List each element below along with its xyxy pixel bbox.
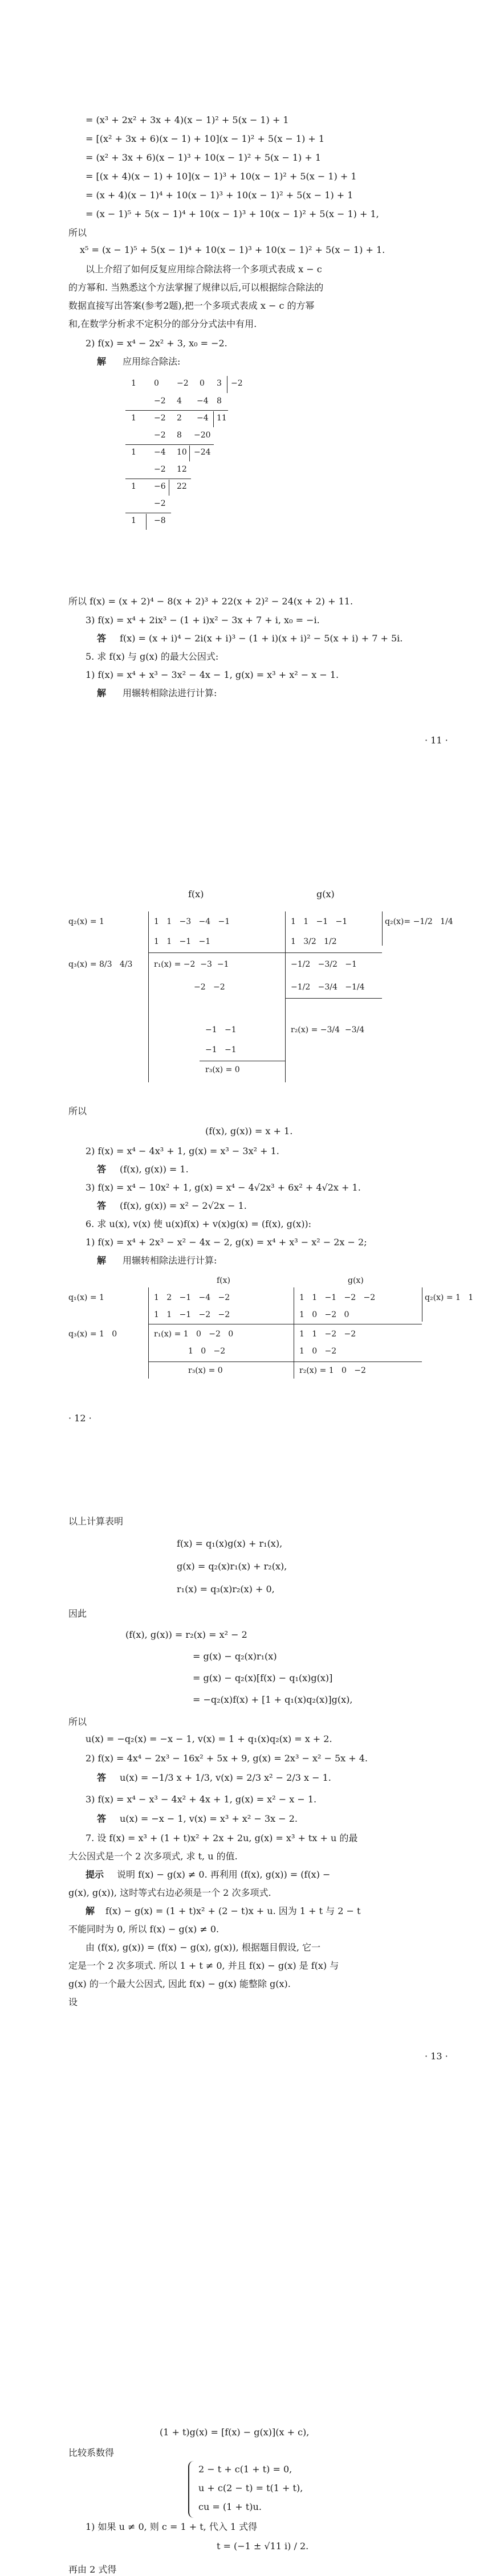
suoyi-3: 所以 [68,1716,87,1727]
s-r0-c1: 0 [154,379,159,388]
s-r7-c1: −2 [154,499,166,508]
s-r6-c0: 1 [131,482,136,491]
s-r2-c1: −2 [154,414,166,423]
s-r0-c0: 1 [131,379,136,388]
suoyi-label-2: 所以 [68,1106,87,1117]
page-11 [0,0,500,809]
para-7-2: 定是一个 2 次多项式. 所以 1 + t ≠ 0, 并且 f(x) − g(x) 是 f(x) 与 [68,1960,339,1971]
s-divisor: −2 [231,379,243,388]
intro: 以上计算表明 [68,1516,124,1527]
da-label-2: 答 [97,1164,107,1175]
uv-1: u(x) = −q₂(x) = −x − 1, v(x) = 1 + q₁(x)q₂(x) = x + 2. [86,1733,332,1744]
item-7: 7. 设 f(x) = x³ + (1 + t)x² + 2x + 2u, g(x) = x³ + tx + u 的最 [86,1833,358,1843]
page-number-3: · 13 · [425,2051,448,2062]
s-r3-c1: −2 [154,431,166,440]
eq-1: f(x) = q₁(x)g(x) + r₁(x), [177,1538,283,1549]
page-number: · 11 · [425,735,448,746]
tishi-2: g(x), g(x)), 这时等式右边必须是一个 2 次多项式. [68,1887,271,1898]
s-r8-c1: −8 [154,516,166,525]
t-value: t = (−1 ± √11 i) / 2. [217,2541,309,2552]
q3-label: q₃(x) = 8/3 4/3 [68,960,133,969]
ans-2-uv: u(x) = −1/3 x + 1/3, v(x) = 2/3 x² − 2/3 x − 1. [120,1772,331,1783]
page-12 [0,809,500,1436]
euclid-table-1: q₂(x) = 1 1 1 −3 −4 −1 1 1 −1 −1 q₂(x)= −1/2 1/4 1 1 −1 −1 1 3/2 1/2 q₃(x) = 8/3 4/3 r₁(x) = −2 −3 −1 −1/2 −3/2 −1 −2 −2 −1/2 −3/4 −1/4 −1 −1 r₂(x) = −3/4 −3/4 −1 −1 r₃(x) = 0 [68,911,439,1094]
s-r4-c1: −4 [154,448,166,457]
q2-label: q₂(x) = 1 [68,917,104,926]
chain-2: = g(x) − q₂(x)r₁(x) [193,1651,277,1662]
r1-label: r₁(x) = −2 −3 −1 [154,960,229,969]
s-r4-c2: 10 [177,448,187,457]
eq-3: r₁(x) = q₃(x)r₂(x) + 0, [177,1584,275,1594]
ans-2-gcd: (f(x), g(x)) = 1. [120,1164,189,1175]
item-5-1: 1) f(x) = x⁴ + x³ − 3x² − 4x − 1, g(x) = x³ + x² − x − 1. [86,669,339,680]
item-2-uv: 2) f(x) = 4x⁴ − 2x³ − 16x² + 5x + 9, g(x) = 2x³ − x² − 5x + 4. [86,1753,368,1764]
paragraph-line-2: 的方幂和. 当熟悉这个方法掌握了规律以后,可以根据综合除法的 [68,282,324,293]
expansion-line-3: = (x² + 3x + 6)(x − 1)³ + 10(x − 1)² + 5(x − 1) + 1 [86,152,322,163]
paragraph-line-1: 以上介绍了如何反复应用综合除法将一个多项式表成 x − c [86,264,322,275]
s-r1-c3: −4 [197,396,209,406]
jie-7-1: f(x) − g(x) = (1 + t)x² + (2 − t)x + u. 因为 1 + t 与 2 − t [105,1906,361,1916]
s-r5-c1: −2 [154,465,166,474]
fx-header: f(x) [188,889,204,899]
item-2-gcd: 2) f(x) = x⁴ − 4x³ + 1, g(x) = x³ − 3x² + 1. [86,1146,279,1156]
item-2-statement: 2) f(x) = x⁴ − 2x² + 3, x₀ = −2. [86,338,227,349]
r2-label: r₂(x) = −3/4 −3/4 [291,1025,365,1035]
s-r6-c1: −6 [154,482,166,491]
ans-3-uv: u(x) = −x − 1, v(x) = x³ + x² − 3x − 2. [120,1813,298,1824]
she: 设 [68,1997,78,2007]
expansion-line-2: = [(x² + 3x + 6)(x − 1) + 10](x − 1)² + 5(x − 1) + 1 [86,133,325,144]
sys-1: 2 − t + c(1 + t) = 0, [198,2464,292,2475]
s-r3-c2: 8 [177,431,182,440]
s-r3-c3: −20 [194,431,211,440]
s-r2-c3: −4 [197,414,209,423]
item-6-1: 1) f(x) = x⁴ + 2x³ − x² − 4x − 2, g(x) = x⁴ + x³ − x² − 2x − 2; [86,1237,367,1248]
s-r4-c0: 1 [131,448,136,457]
chain-3: = g(x) − q₂(x)[f(x) − q₁(x)g(x)] [193,1673,333,1683]
suoyi-label: 所以 [68,227,87,238]
item-6: 6. 求 u(x), v(x) 使 u(x)f(x) + v(x)g(x) = (f(x), g(x)): [86,1219,312,1229]
sys-3: cu = (1 + t)u. [198,2501,262,2512]
page-number-2: · 12 · [68,1413,92,1424]
r3-label: r₃(x) = 0 [205,1065,240,1074]
zai: 再由 2 式得 [68,2564,117,2575]
paragraph-line-4: 和,在数学分析求不定积分的部分分式法中有用. [68,318,257,329]
para-7-3: g(x) 的一个最大公因式, 因此 f(x) − g(x) 能整除 g(x). [68,1978,291,1989]
gcd-1: (f(x), g(x)) = x + 1. [205,1126,293,1136]
tishi-1: 说明 f(x) − g(x) ≠ 0. 再利用 (f(x), g(x)) = (f(x) − [117,1869,331,1880]
s-r4-c3: −24 [194,448,211,457]
brace [188,2461,197,2518]
synthetic-division [114,376,308,575]
ans-3-gcd: (f(x), g(x)) = x² − 2√2x − 1. [120,1200,247,1211]
eq-2: g(x) = q₂(x)r₁(x) + r₂(x), [177,1561,287,1572]
chain-1: (f(x), g(x)) = r₂(x) = x² − 2 [125,1629,247,1640]
item-3-statement: 3) f(x) = x⁴ + 2ix³ − (1 + i)x² − 3x + 7 + i, x₀ = −i. [86,615,320,625]
result-x5: x⁵ = (x − 1)⁵ + 5(x − 1)⁴ + 10(x − 1)³ + 10(x − 1)² + 5(x − 1) + 1. [80,244,385,255]
s-r0-c4: 3 [217,379,222,388]
yinci: 因此 [68,1608,87,1619]
da-label-3: 答 [97,1200,107,1211]
s-r1-c1: −2 [154,396,166,406]
tishi-label: 提示 [86,1869,104,1880]
s-r6-c2: 22 [177,482,187,491]
result-2: 所以 f(x) = (x + 2)⁴ − 8(x + 2)³ + 22(x + 2)² − 24(x + 2) + 11. [68,596,353,607]
s-r1-c2: 4 [177,396,182,406]
da-label-uv2: 答 [97,1772,107,1783]
jie-label-5: 解 [97,688,107,698]
jie-label-7: 解 [86,1906,95,1916]
item-7b: 大公因式是一个 2 次多项式, 求 t, u 的值. [68,1851,238,1862]
eq-division: (1 + t)g(x) = [f(x) − g(x)](x + c), [160,2427,310,2438]
s-r0-c3: 0 [200,379,205,388]
para-7-1: 由 (f(x), g(x)) = (f(x) − g(x), g(x)), 根据题目假设, 它一 [86,1942,321,1953]
s-r2-c0: 1 [131,414,136,423]
jie-label-6: 解 [97,1255,107,1266]
item-3-uv: 3) f(x) = x⁴ − x³ − 4x² + 4x + 1, g(x) = x² − x − 1. [86,1794,317,1805]
gx-header: g(x) [316,889,335,899]
expansion-line-6: = (x − 1)⁵ + 5(x − 1)⁴ + 10(x − 1)³ + 10(x − 1)² + 5(x − 1) + 1, [86,208,379,219]
s-r1-c4: 8 [217,396,222,406]
bijiao: 比较系数得 [68,2447,115,2458]
expansion-line-4: = [(x + 4)(x − 1) + 10](x − 1)³ + 10(x − 1)² + 5(x − 1) + 1 [86,171,357,182]
item-5: 5. 求 f(x) 与 g(x) 的最大公因式: [86,651,219,662]
case-1: 1) 如果 u ≠ 0, 则 c = 1 + t, 代入 1 式得 [86,2521,258,2532]
s-r8-c0: 1 [131,516,136,525]
da-label-uv3: 答 [97,1813,107,1824]
expansion-line-1: = (x³ + 2x² + 3x + 4)(x − 1)² + 5(x − 1) + 1 [86,115,289,125]
jie-7-2: 不能同时为 0, 所以 f(x) − g(x) ≠ 0. [68,1924,219,1935]
s-r0-c2: −2 [177,379,189,388]
expansion-line-5: = (x + 4)(x − 1)⁴ + 10(x − 1)³ + 10(x − 1)² + 5(x − 1) + 1 [86,190,353,201]
jie-label: 解 [97,356,107,367]
s-r2-c2: 2 [177,414,182,423]
ans-3: f(x) = (x + i)⁴ − 2i(x + i)³ − (1 + i)(x + i)² − 5(x + i) + 7 + 5i. [120,633,403,644]
s-r5-c2: 12 [177,465,187,474]
jie-text-6: 用辗转相除法进行计算: [123,1255,217,1266]
item-3-gcd: 3) f(x) = x⁴ − 10x² + 1, g(x) = x⁴ − 4√2x³ + 6x² + 4√2x + 1. [86,1182,361,1193]
jie-text: 应用综合除法: [123,356,181,367]
s-r2-c4: 11 [217,414,227,423]
paragraph-line-3: 数据直接写出答案(参考2题),把一个多项式表成 x − c 的方幂 [68,300,315,311]
euclid-table-2: f(x) g(x) q₁(x) = 1 1 2 −1 −4 −2 1 1 −1 −2 −2 q₂(x) = 1 1 1 1 −1 −2 −2 1 0 −2 0 q₃(x) = 1 0 r₁(x) = 1 0 −2 0 1 1 −2 −2 1 0 −2 1 0 −2 r₃(x) = 0 r₂(x) = 1 0 −2 [68,1276,468,1390]
chain-4: = −q₂(x)f(x) + [1 + q₁(x)q₂(x)]g(x), [193,1694,353,1705]
sys-2: u + c(2 − t) = t(1 + t), [198,2483,303,2493]
page-14 [0,2290,500,2573]
page-13 [0,1436,500,2290]
jie-text-5: 用辗转相除法进行计算: [123,688,217,698]
da-label: 答 [97,633,107,644]
